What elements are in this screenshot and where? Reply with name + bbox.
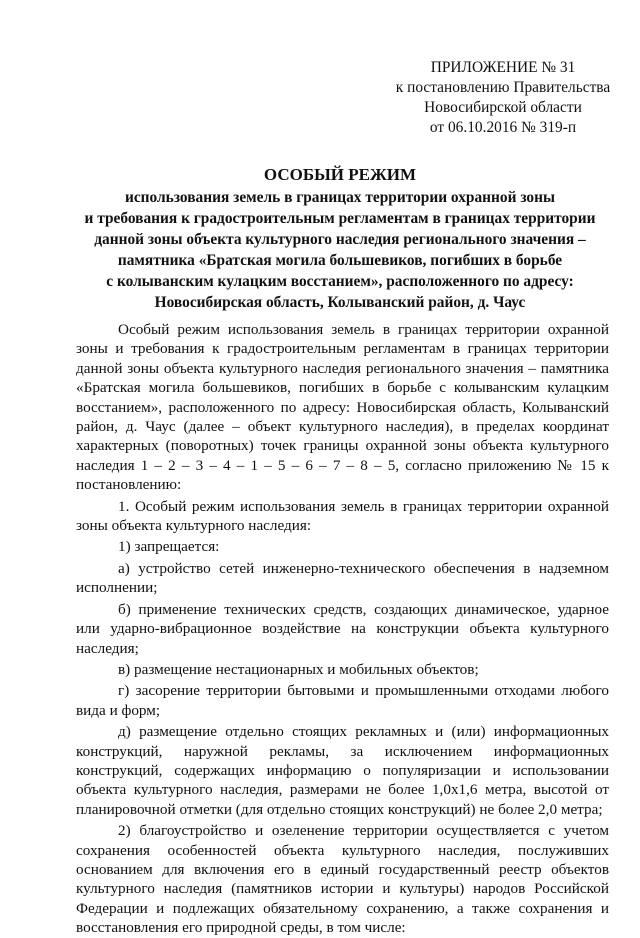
document-heading [60,164,620,313]
paragraph-intro: Особый режим использования земель в границах территории охранной зоны и требования к градостроительным регламентам в границах территории данной зоны объекта культурного наследия регионального значения – памятника «Братская могила большевиков, погибших в борьбе с колыванским кулацким восстанием», расположенного по адресу: Новосибирская область, Колыванский район, д. Чаус (далее – объект культурного наследия), в пределах координат характерных (поворотных) точек границы охранной зоны объекта культурного наследия 1 – 2 – 3 – 4 – 1 – 5 – 6 – 7 – 8 – 5, согласно приложению № 15 к постановлению: [76,321,609,494]
document-subtitle [60,187,620,313]
paragraph-item-v: в) размещение нестационарных и мобильных объектов; [118,660,479,678]
appendix-number: ПРИЛОЖЕНИЕ № 31 [430,59,576,76]
paragraph-item-2: 2) благоустройство и озеленение территории осуществляется с учетом сохранения особенностей объекта культурного наследия, послуживших основанием для включения его в единый государственный реестр объектов культурного наследия (памятников истории и культуры) народов Российской Федерации и подлежащих обязательному сохранению, а также сохранения и восстановления его природной среды, в том числе: [76,822,609,937]
subtitle-line: и требования к градостроительным регламентам в границах территории [84,210,596,227]
subtitle-line: с колыванским кулацким восстанием», расположенного по адресу: [106,273,574,290]
paragraph-item-a: а) устройство сетей инженерно-технического обеспечения в надземном исполнении; [76,559,609,597]
paragraph-section-1: 1. Особый режим использования земель в границах территории охранной зоны объекта культурного наследия: [76,497,609,535]
document-body [76,320,609,938]
subtitle-line: данной зоны объекта культурного наследия регионального значения – [94,231,586,248]
paragraph-item-g: г) засорение территории бытовыми и промышленными отходами любого вида и форм; [76,682,609,719]
appendix-region: Новосибирской области [424,99,582,116]
paragraph-item-d: д) размещение отдельно стоящих рекламных и (или) информационных конструкций, наружной рекламы, за исключением информационных конструкций, содержащих информацию о популяризации и использовании объекта культурного наследия, размерами не более 1,0х1,6 метра, высотой от планировочной отметки (для отдельно стоящих конструкций) не более 2,0 метра; [76,723,609,818]
appendix-date: от 06.10.2016 № 319-п [429,119,577,136]
document-title: ОСОБЫЙ РЕЖИМ [263,165,417,184]
appendix-reference: к постановлению Правительства [395,79,611,96]
subtitle-line: Новосибирская область, Колыванский район, д. Чаус [154,294,526,311]
appendix-block [392,58,614,138]
subtitle-line: памятника «Братская могила большевиков, погибших в борьбе [117,252,563,269]
subtitle-line: использования земель в границах территории охранной зоны [124,189,555,206]
paragraph-item-1: 1) запрещается: [118,538,220,556]
paragraph-item-b: б) применение технических средств, создающих динамическое, ударное или ударно-вибрационное воздействие на конструкции объекта культурного наследия; [76,600,609,657]
